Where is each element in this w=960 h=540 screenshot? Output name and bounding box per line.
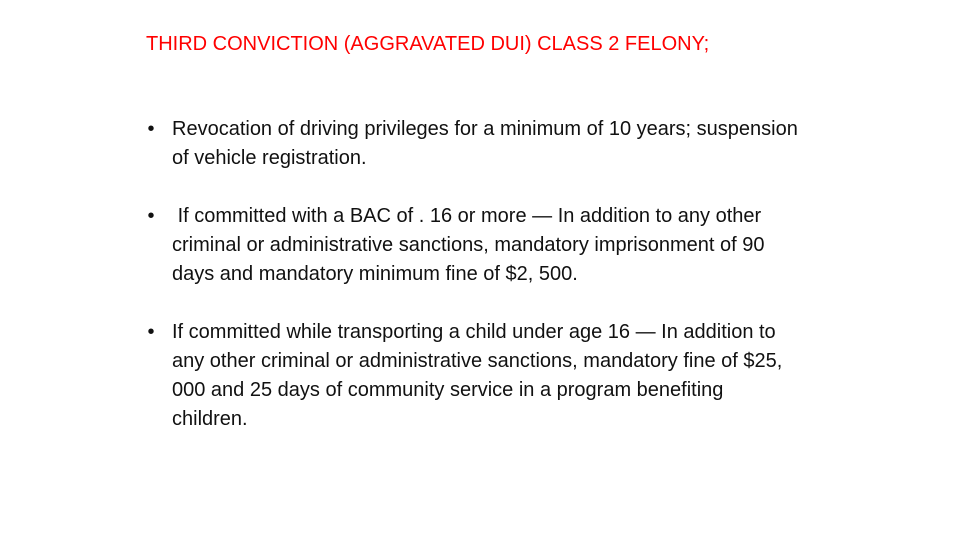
bullet-marker: • — [147, 321, 155, 343]
bullet-marker: • — [147, 118, 155, 140]
bullet-list — [141, 115, 801, 434]
bullet-item-child-transport — [141, 318, 801, 434]
bullet-text: Revocation of driving privileges for a minimum of 10 years; suspension of vehicle registration. — [172, 118, 798, 169]
bullet-item-bac — [141, 202, 801, 289]
bullet-item-revocation — [141, 115, 801, 173]
bullet-marker: • — [147, 205, 155, 227]
bullet-text: If committed with a BAC of . 16 or more — In addition to any other criminal or administrative sanctions, mandatory imprisonment of 90 days and mandatory minimum fine of $2, 500. — [172, 205, 771, 285]
slide-title: THIRD CONVICTION (AGGRAVATED DUI) CLASS 2 FELONY; — [146, 33, 710, 55]
bullet-text: If committed while transporting a child under age 16 — In addition to any other criminal or administrative sanctions, mandatory fine of $25, 000 and 25 days of community service in a program benefiting children. — [172, 321, 783, 430]
